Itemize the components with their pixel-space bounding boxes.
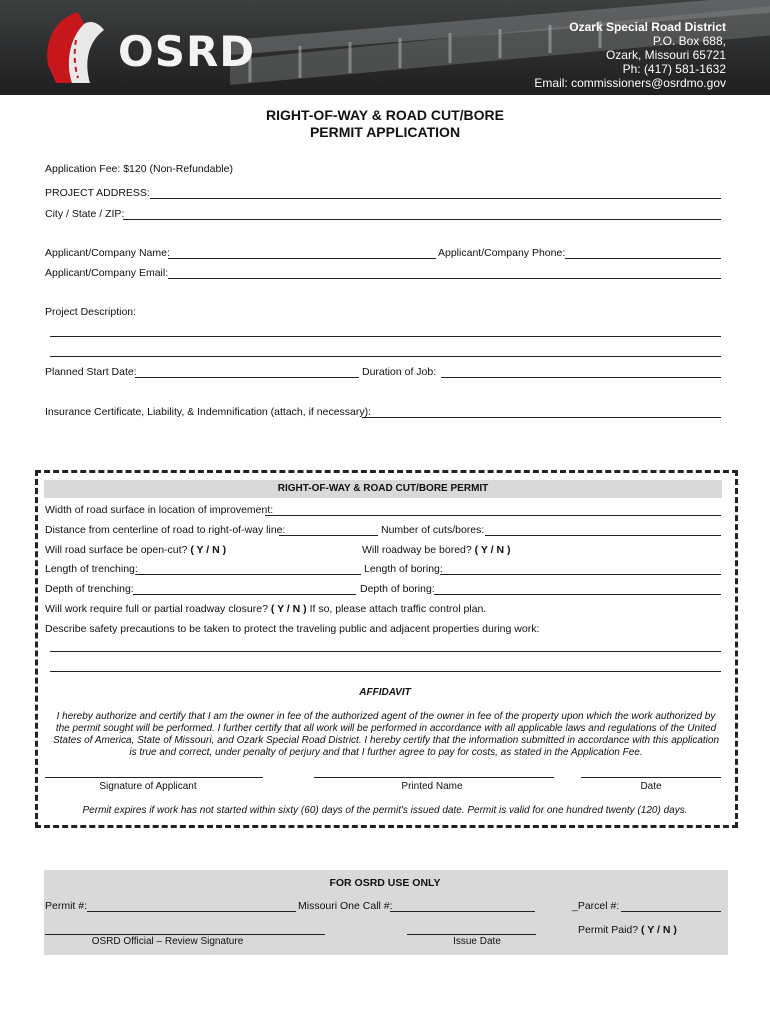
duration-field[interactable] [441, 377, 721, 378]
signature-date-field[interactable] [581, 777, 721, 778]
safety-line-2[interactable] [50, 671, 721, 672]
company-phone-label: Applicant/Company Phone: [438, 247, 566, 259]
project-description-label: Project Description: [45, 306, 137, 318]
insurance-label: Insurance Certificate, Liability, & Indemnification (attach, if necessary): [45, 406, 372, 418]
phone: Ph: (417) 581-1632 [622, 62, 726, 76]
logo-wordmark: OSRD [118, 27, 256, 76]
length-boring-label: Length of boring: [364, 563, 443, 575]
company-phone-field[interactable] [565, 258, 721, 259]
closure-label: Will work require full or partial roadway closure? [45, 603, 268, 615]
city-state: Ozark, Missouri 65721 [605, 48, 726, 62]
company-email-field[interactable] [168, 278, 721, 279]
permit-paid-yn-options[interactable]: ( Y / N ) [641, 924, 677, 936]
length-trenching-label: Length of trenching: [45, 563, 138, 575]
company-email-label: Applicant/Company Email: [45, 267, 169, 279]
closure-note: If so, please attach traffic control plan. [309, 603, 487, 615]
length-boring-field[interactable] [440, 574, 721, 575]
email-link[interactable]: Email: commissioners@osrdmo.gov [534, 76, 726, 90]
closure-yn-options[interactable]: ( Y / N ) [270, 603, 307, 615]
depth-trenching-field[interactable] [133, 594, 356, 595]
printed-name-field[interactable] [314, 777, 554, 778]
road-width-label: Width of road surface in location of improvement: [45, 504, 274, 516]
official-signature-label: OSRD Official – Review Signature [91, 936, 244, 947]
permit-expiration-note: Permit expires if work has not started within sixty (60) days of the permit's issued date. Permit is valid for one hundred twenty (120) days. [82, 805, 688, 816]
depth-boring-field[interactable] [434, 594, 721, 595]
depth-boring-label: Depth of boring: [360, 583, 435, 595]
org-name: Ozark Special Road District [569, 20, 726, 34]
missouri-one-call-field[interactable] [390, 911, 535, 912]
bored-label: Will roadway be bored? [362, 544, 472, 556]
project-address-field[interactable] [150, 198, 721, 199]
official-signature-field[interactable] [45, 934, 325, 935]
affidavit-title: AFFIDAVIT [359, 687, 411, 698]
application-fee: Application Fee: $120 (Non-Refundable) [45, 163, 233, 175]
project-description-line-1[interactable] [50, 336, 721, 337]
osrd-road-logo-icon [38, 10, 118, 85]
page-title-line-1: RIGHT-OF-WAY & ROAD CUT/BORE [265, 107, 504, 123]
project-address-label: PROJECT ADDRESS: [45, 187, 150, 199]
printed-name-label: Printed Name [401, 781, 463, 792]
bored-question [362, 544, 510, 556]
length-trenching-field[interactable] [135, 574, 361, 575]
missouri-one-call-label: Missouri One Call #: [298, 900, 393, 912]
open-cut-yn-options[interactable]: ( Y / N ) [190, 544, 227, 556]
number-cuts-field[interactable] [485, 535, 721, 536]
safety-precautions-label: Describe safety precautions to be taken to protect the traveling public and adjacent properties during work: [45, 623, 540, 635]
safety-line-1[interactable] [50, 651, 721, 652]
depth-trenching-label: Depth of trenching: [45, 583, 134, 595]
planned-start-label: Planned Start Date: [45, 366, 137, 378]
city-state-zip-label: City / State / ZIP: [45, 208, 125, 220]
applicant-signature-field[interactable] [45, 777, 263, 778]
permit-paid-question [578, 924, 677, 936]
permit-paid-label: Permit Paid? [578, 924, 639, 936]
po-box: P.O. Box 688, [652, 34, 726, 48]
permit-number-label: Permit #: [45, 900, 88, 912]
closure-question [45, 603, 486, 615]
office-use-heading: FOR OSRD USE ONLY [329, 877, 441, 889]
insurance-field[interactable] [362, 417, 721, 418]
project-description-line-2[interactable] [50, 356, 721, 357]
parcel-field[interactable] [621, 911, 721, 912]
applicant-signature-label: Signature of Applicant [99, 781, 197, 792]
centerline-distance-field[interactable] [279, 535, 378, 536]
road-width-field[interactable] [265, 515, 721, 516]
signature-date-label: Date [640, 781, 662, 792]
city-state-zip-field[interactable] [123, 219, 721, 220]
issue-date-label: Issue Date [453, 936, 501, 947]
centerline-distance-label: Distance from centerline of road to right-of-way line: [45, 524, 286, 536]
bored-yn-options[interactable]: ( Y / N ) [474, 544, 511, 556]
letterhead-banner [0, 0, 770, 95]
affidavit-text: I hereby authorize and certify that I am the owner in fee of the authorized agent of the owner in fee of the property upon which the work authorized by the permit sought will be performed. I further certify that all work will be performed in accordance with all applicable laws and regulations of the United States of America, State of Missouri, and Ozark Special Road District. I hereby certify that the information submitted in accordance with this application is true and correct, under penalty of perjury and that I further agree to pay for costs, as stated in the Application Fee. [52, 711, 720, 758]
page-title-line-2: PERMIT APPLICATION [309, 124, 461, 140]
number-cuts-label: Number of cuts/bores: [381, 524, 485, 536]
open-cut-question [45, 544, 226, 556]
contact-block [534, 20, 726, 90]
duration-label: Duration of Job: [362, 366, 437, 378]
company-name-label: Applicant/Company Name: [45, 247, 170, 259]
issue-date-field[interactable] [407, 934, 536, 935]
company-name-field[interactable] [168, 258, 436, 259]
planned-start-field[interactable] [135, 377, 359, 378]
parcel-label: _Parcel #: [572, 900, 620, 912]
open-cut-label: Will road surface be open-cut? [45, 544, 188, 556]
permit-section-heading: RIGHT-OF-WAY & ROAD CUT/BORE PERMIT [44, 480, 722, 498]
permit-number-field[interactable] [87, 911, 296, 912]
